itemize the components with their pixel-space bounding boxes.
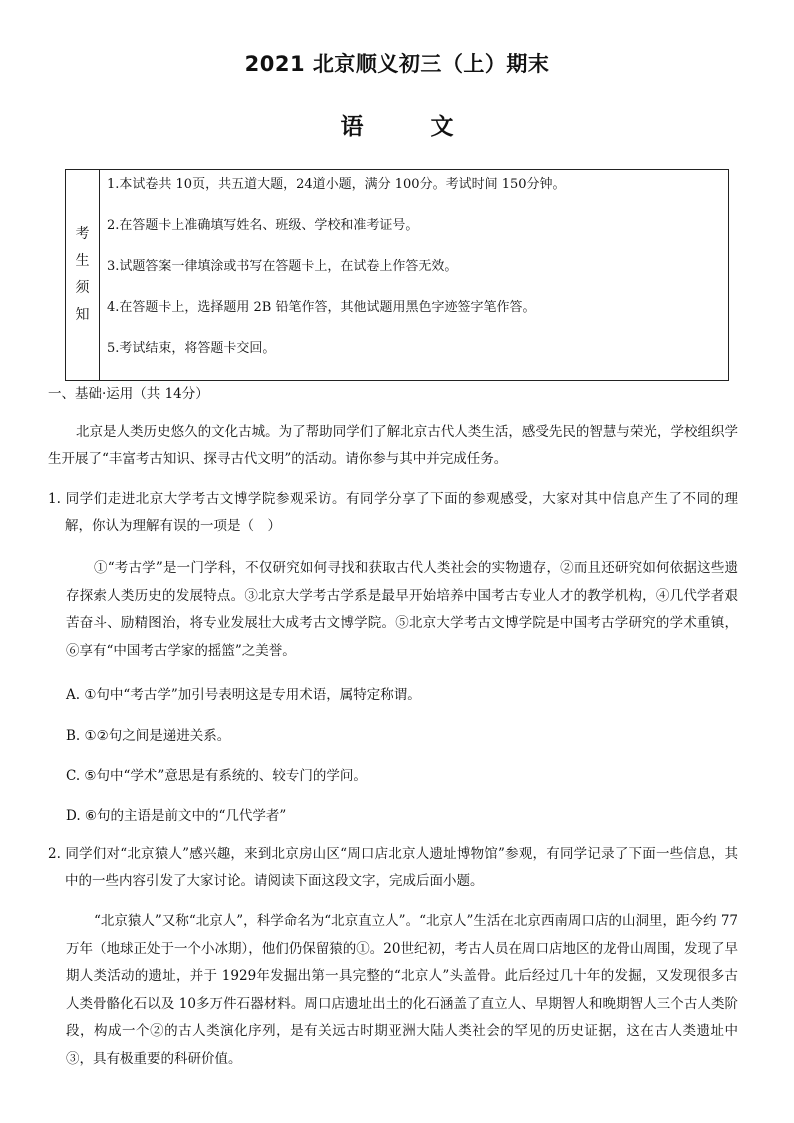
notice-label-char: 知 (75, 307, 90, 323)
question-2-stem: 2. 同学们对“北京猿人”感兴趣，来到北京房山区“周口店北京人遗址博物馆”参观，有同学记录了下面一些信息，其中的一些内容引发了大家讨论。请阅读下面这段文字，完成后面小题。 (48, 846, 738, 889)
section-intro: 北京是人类历史悠久的文化古城。为了帮助同学们了解北京古代人类生活，感受先民的智慧与荣光，学校组织学生开展了“丰富考古知识、探寻古代文明”的活动。请你参与其中并完成任务。 (48, 424, 738, 467)
question-1-passage: ①“考古学”是一门学科，不仅研究如何寻找和获取古代人类社会的实物遗存，②而且还研究如何依据这些遗存探索人类历史的发展特点。③北京大学考古学系是最早开始培养中国考古专业人才的教学机构，④几代学者艰苦奋斗、励精图治，将专业发展壮大成考古文博学院。⑤北京大学考古文博学院是中国考古学研究的学术重镇，⑥享有“中国考古学家的摇篮”之美誉。 (66, 560, 738, 659)
notice-items (100, 170, 728, 380)
question-1-stem: 1. 同学们走进北京大学考古文博学院参观采访。有同学分享了下面的参观感受，大家对其中信息产生了不同的理解，你认为理解有误的一项是（ ） (48, 491, 738, 534)
notice-item: 2.在答题卡上准确填写姓名、班级、学校和准考证号。 (107, 218, 419, 233)
subject-title: 语 文 (340, 114, 476, 140)
question-2-passage: “北京猿人”又称“北京人”，科学命名为“北京直立人”。“北京人”生活在北京西南周口店的山洞里，距今约 77万年（地球正处于一个小冰期），他们仍保留猿的①。20世纪初，考古人员在周口店地区的龙骨山周围，发现了早期人类活动的遗址，并于 1929年发掘出第一具完整的“北京人”头盖骨。此后经过几十年的发掘，又发现很多古人类骨骼化石以及 10多万件石器材料。周口店遗址出土的化石涵盖了直立人、早期智人和晚期智人三个古人类阶段，构成一个②的古人类演化序列，是有关远古时期亚洲大陆人类社会的罕见的历史证据，这在古人类遗址中③，具有极重要的科研价值。 (66, 913, 738, 1067)
notice-label-char: 考 (75, 226, 90, 242)
question-1-option-b: B. ①②句之间是递进关系。 (66, 728, 231, 744)
exam-title: 2021 北京顺义初三（上）期末 (244, 52, 550, 76)
notice-item: 5.考试结束，将答题卡交回。 (107, 341, 276, 356)
question-1-option-a: A. ①句中“考古学”加引号表明这是专用术语，属特定称谓。 (66, 687, 421, 703)
notice-item: 1.本试卷共 10页，共五道大题，24道小题，满分 100分。考试时间 150分钟。 (107, 177, 566, 192)
section-heading: 一、基础·运用（共 14分） (48, 386, 209, 402)
notice-label-char: 生 (75, 253, 90, 269)
notice-table (65, 169, 729, 381)
notice-item: 4.在答题卡上，选择题用 2B 铅笔作答，其他试题用黑色字迹签字笔作答。 (107, 300, 536, 315)
notice-label (66, 170, 100, 380)
question-1-option-d: D. ⑥句的主语是前文中的“几代学者” (66, 808, 287, 824)
notice-item: 3.试题答案一律填涂或书写在答题卡上，在试卷上作答无效。 (107, 259, 458, 274)
question-1-option-c: C. ⑤句中“学术”意思是有系统的、较专门的学问。 (66, 768, 367, 784)
notice-label-char: 须 (75, 280, 90, 296)
